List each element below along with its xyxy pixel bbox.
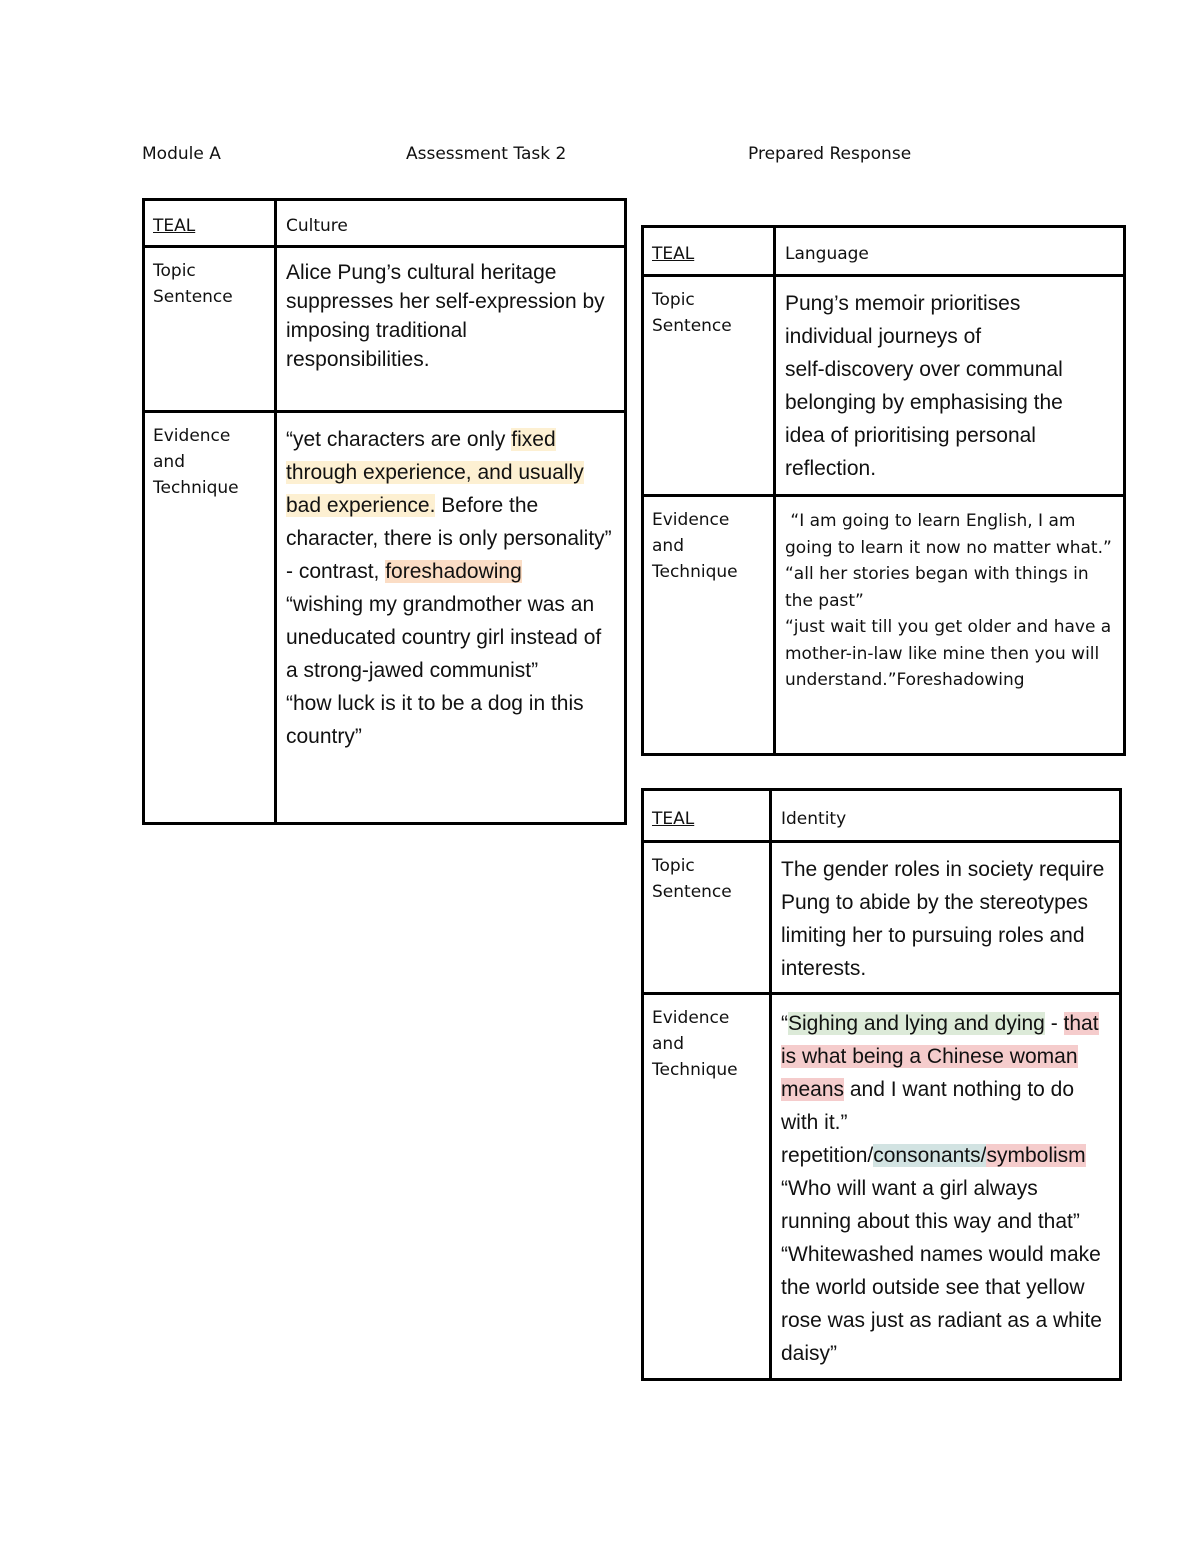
identity-theme-cell: [771, 790, 1121, 842]
evidence-label-line1: Evidence: [153, 426, 231, 446]
identity-evidence-cell: [771, 994, 1121, 1380]
culture-theme-cell: [276, 200, 626, 247]
culture-highlight-foreshadowing: foreshadowing: [385, 560, 522, 583]
technique-repetition: repetition/: [781, 1144, 874, 1167]
culture-evidence-cell: [276, 412, 626, 824]
language-topic-line2: individual journeys of: [785, 325, 982, 348]
culture-quote-1-tail: Before the character, there is only personality” - contrast,: [286, 494, 612, 583]
language-evidence-cell: [775, 496, 1125, 755]
evidence-label-line1: Evidence: [652, 510, 730, 530]
culture-topic-cell: [276, 247, 626, 412]
language-topic-line3: self-discovery over communal: [785, 358, 1063, 381]
topic-label-line2: Sentence: [652, 882, 732, 902]
header-response: Prepared Response: [748, 144, 912, 164]
language-topic-line6: reflection.: [785, 457, 877, 480]
evidence-label-line2: and: [652, 1034, 684, 1054]
culture-table: [142, 198, 627, 825]
evidence-label-line3: Technique: [652, 1060, 738, 1080]
header-module: Module A: [142, 144, 221, 164]
language-table: [641, 225, 1126, 756]
language-topic-line1: Pung’s memoir prioritises: [785, 292, 1021, 315]
language-topic-line5: idea of prioritising personal: [785, 424, 1036, 447]
culture-quote-3: “how luck is it to be a dog in this country”: [286, 692, 584, 748]
identity-quote-1-tail: and I want nothing to do with it.”: [781, 1078, 1075, 1134]
culture-topic-label-cell: [144, 247, 276, 412]
technique-symbolism: symbolism: [986, 1144, 1086, 1167]
identity-quote-3: “Whitewashed names would make the world outside see that yellow rose was just as radiant as a white daisy”: [781, 1243, 1102, 1365]
topic-label-line1: Topic: [652, 856, 695, 876]
identity-quote-1: [781, 1007, 1111, 1139]
identity-quote-1-dash: -: [1044, 1012, 1064, 1035]
teal-label: TEAL: [652, 809, 695, 829]
culture-evidence-label-cell: [144, 412, 276, 824]
evidence-label-line3: Technique: [652, 562, 738, 582]
evidence-label-line2: and: [652, 536, 684, 556]
identity-topic-label-cell: [643, 842, 771, 994]
culture-teal-label-cell: [144, 200, 276, 247]
language-topic-label-cell: [643, 276, 775, 496]
header-task: Assessment Task 2: [406, 144, 567, 164]
identity-quote-2: “Who will want a girl always running about this way and that”: [781, 1177, 1080, 1233]
language-topic-line4: belonging by emphasising the: [785, 391, 1063, 414]
identity-quote-1-open: “: [781, 1012, 788, 1035]
evidence-label-line1: Evidence: [652, 1008, 730, 1028]
culture-theme: Culture: [286, 216, 348, 236]
language-topic-cell: [775, 276, 1125, 496]
topic-label-line1: Topic: [153, 261, 196, 281]
topic-label-line2: Sentence: [652, 316, 732, 336]
culture-topic-sentence: Alice Pung’s cultural heritage suppresses her self-expression by imposing traditional responsibilities.: [286, 261, 605, 371]
language-teal-label-cell: [643, 227, 775, 276]
topic-label-line2: Sentence: [153, 287, 233, 307]
language-evidence-label-cell: [643, 496, 775, 755]
teal-label: TEAL: [153, 216, 196, 236]
language-theme-cell: [775, 227, 1125, 276]
language-quote-3: “just wait till you get older and have a mother-in-law like mine then you will understand.”Foreshadowing: [785, 617, 1112, 690]
culture-highlight-fixed: fixed through experience, and usually bad experience.: [286, 428, 584, 517]
topic-label-line1: Topic: [652, 290, 695, 310]
technique-consonants: consonants/: [873, 1144, 987, 1167]
identity-theme: Identity: [781, 809, 847, 829]
teal-label: TEAL: [652, 244, 695, 264]
evidence-label-line2: and: [153, 452, 185, 472]
culture-quote-1: [286, 423, 616, 588]
culture-quote-2: “wishing my grandmother was an uneducated country girl instead of a strong-jawed communist”: [286, 593, 602, 682]
identity-highlight-chinese-woman: that is what being a Chinese woman means: [781, 1012, 1099, 1101]
identity-highlight-sighing: Sighing and lying and dying: [788, 1012, 1045, 1035]
identity-table: [641, 788, 1122, 1381]
language-quote-1: “I am going to learn English, I am going to learn it now no matter what.”: [785, 511, 1112, 558]
identity-topic-sentence: The gender roles in society require Pung to abide by the stereotypes limiting her to pursuing roles and interests.: [781, 858, 1105, 980]
language-theme: Language: [785, 244, 869, 264]
identity-topic-cell: [771, 842, 1121, 994]
culture-quote-1-text: “yet characters are only: [286, 428, 512, 451]
identity-evidence-label-cell: [643, 994, 771, 1380]
language-quote-2: “all her stories began with things in the past”: [785, 564, 1089, 611]
identity-teal-label-cell: [643, 790, 771, 842]
evidence-label-line3: Technique: [153, 478, 239, 498]
identity-techniques: [781, 1139, 1111, 1172]
